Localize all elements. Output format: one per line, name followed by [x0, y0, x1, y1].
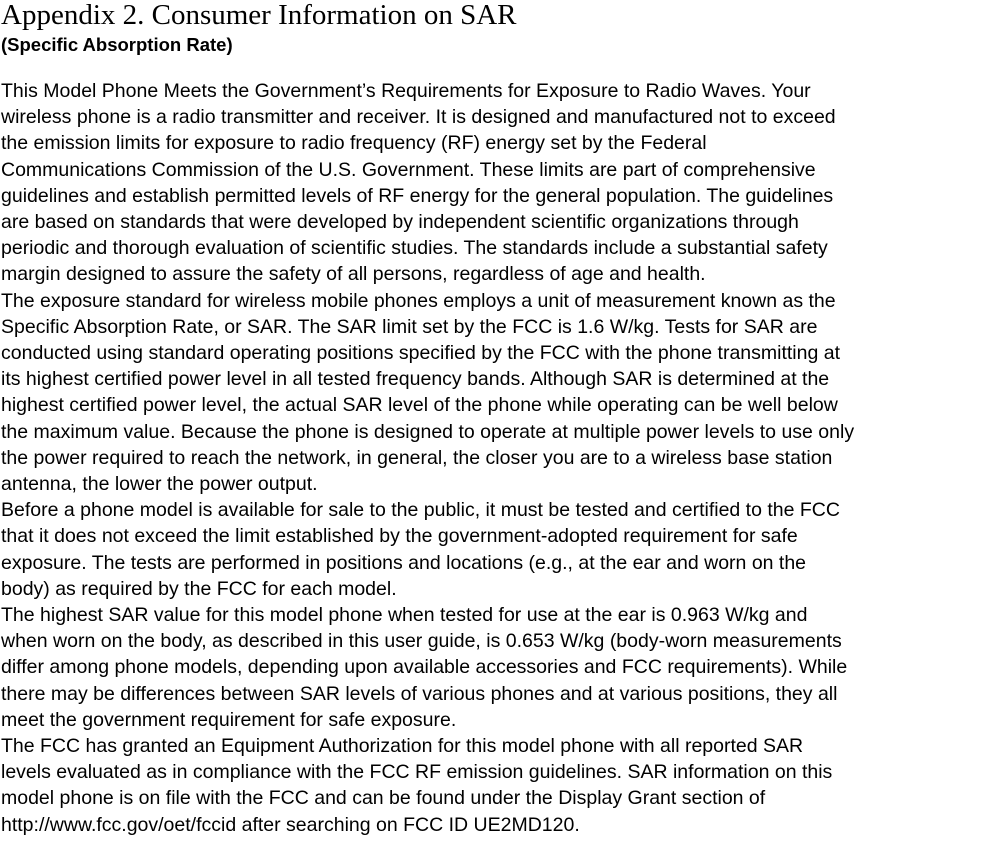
text-line: meet the government requirement for safe exposure.: [1, 708, 457, 731]
text-line: This Model Phone Meets the Government’s Requirements for Exposure to Radio Waves. Your: [1, 80, 811, 102]
text-line: periodic and thorough evaluation of scientific studies. The standards include a substantial safety: [1, 237, 828, 260]
text-line: the maximum value. Because the phone is designed to operate at multiple power levels to use only: [1, 420, 855, 443]
text-line: Specific Absorption Rate, or SAR. The SAR limit set by the FCC is 1.6 W/kg. Tests for SAR are: [1, 315, 818, 338]
text-line: highest certified power level, the actual SAR level of the phone while operating can be well below: [1, 394, 838, 417]
document-body: [1, 78, 1002, 838]
text-line: antenna, the lower the power output.: [1, 473, 318, 496]
paragraph-exposure-standard: [1, 288, 1002, 498]
page-subtitle: (Specific Absorption Rate): [1, 34, 233, 55]
paragraph-highest-sar-values: [1, 602, 1002, 733]
text-line: differ among phone models, depending upon available accessories and FCC requirements). While: [1, 656, 848, 679]
paragraph-equipment-authorization: [1, 733, 1002, 838]
text-line: Before a phone model is available for sale to the public, it must be tested and certified to the FCC: [1, 499, 840, 522]
text-line: its highest certified power level in all tested frequency bands. Although SAR is determined at the: [1, 368, 830, 391]
text-line: exposure. The tests are performed in positions and locations (e.g., at the ear and worn on the: [1, 551, 807, 574]
text-line: body) as required by the FCC for each model.: [1, 577, 397, 600]
text-line: margin designed to assure the safety of all persons, regardless of age and health.: [1, 263, 706, 286]
text-line: The FCC has granted an Equipment Authorization for this model phone with all reported SAR: [1, 735, 804, 758]
text-line: model phone is on file with the FCC and can be found under the Display Grant section of: [1, 787, 766, 810]
text-line: levels evaluated as in compliance with the FCC RF emission guidelines. SAR information on this: [1, 761, 833, 784]
text-line: Communications Commission of the U.S. Government. These limits are part of comprehensive: [1, 158, 816, 181]
text-line: wireless phone is a radio transmitter and receiver. It is designed and manufactured not to exceed: [1, 106, 836, 129]
text-line: that it does not exceed the limit established by the government-adopted requirement for safe: [1, 525, 798, 548]
paragraph-certification: [1, 497, 1002, 602]
text-line: guidelines and establish permitted levels of RF energy for the general population. The guidelines: [1, 184, 834, 207]
text-line: there may be differences between SAR levels of various phones and at various positions, they all: [1, 682, 838, 705]
text-line: The highest SAR value for this model phone when tested for use at the ear is 0.963 W/kg and: [1, 604, 808, 627]
text-line: The exposure standard for wireless mobile phones employs a unit of measurement known as the: [1, 289, 836, 312]
text-line: the emission limits for exposure to radio frequency (RF) energy set by the Federal: [1, 132, 707, 155]
paragraph-sar-requirements: [1, 78, 1002, 288]
text-line: when worn on the body, as described in this user guide, is 0.653 W/kg (body-worn measurements: [1, 630, 842, 653]
text-line: are based on standards that were developed by independent scientific organizations through: [1, 211, 799, 234]
page-title: Appendix 2. Consumer Information on SAR: [1, 0, 517, 31]
text-line: http://www.fcc.gov/oet/fccid after searching on FCC ID UE2MD120.: [1, 813, 580, 836]
text-line: the power required to reach the network, in general, the closer you are to a wireless base station: [1, 446, 833, 469]
text-line: conducted using standard operating positions specified by the FCC with the phone transmitting at: [1, 342, 840, 365]
